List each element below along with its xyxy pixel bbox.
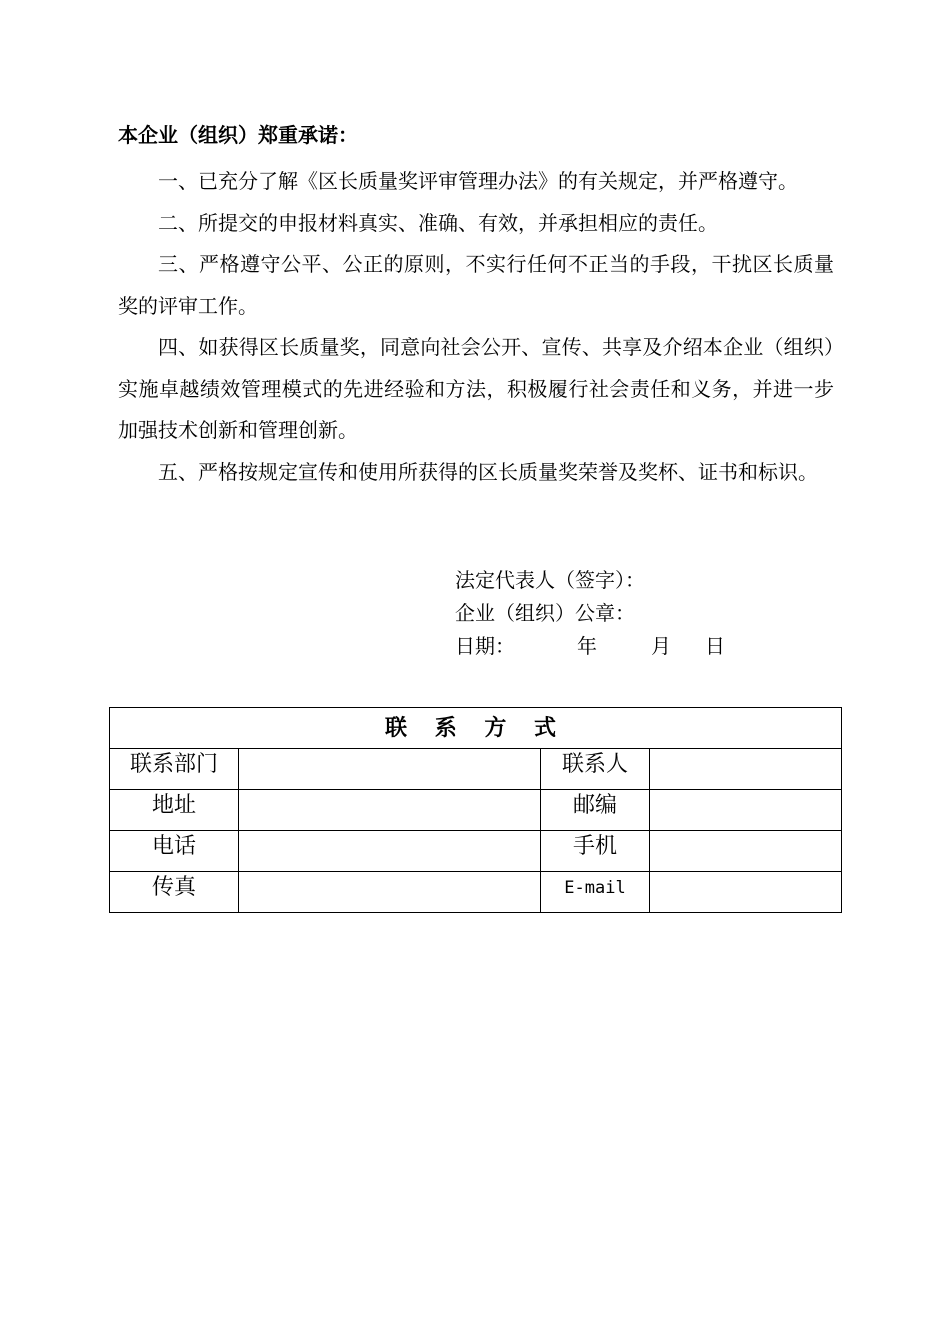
contact-person-label: 联系人 — [541, 749, 650, 790]
commitment-item-1: 一、已充分了解《区长质量奖评审管理办法》的有关规定，并严格遵守。 — [158, 169, 798, 193]
email-field[interactable] — [650, 872, 842, 913]
commitment-item-5: 五、严格按规定宣传和使用所获得的区长质量奖荣誉及奖杯、证书和标识。 — [158, 459, 818, 484]
table-row — [110, 872, 842, 913]
address-field[interactable] — [239, 790, 541, 831]
commitment-body — [118, 161, 834, 493]
fax-label: 传真 — [110, 872, 239, 913]
contact-department-label: 联系部门 — [110, 749, 239, 790]
mobile-label: 手机 — [541, 831, 650, 872]
postcode-label: 邮编 — [541, 790, 650, 831]
fax-field[interactable] — [239, 872, 541, 913]
date-day: 日 — [705, 634, 725, 658]
phone-field[interactable] — [239, 831, 541, 872]
postcode-field[interactable] — [650, 790, 842, 831]
address-label: 地址 — [110, 790, 239, 831]
table-row — [110, 749, 842, 790]
contact-person-field[interactable] — [650, 749, 842, 790]
signature-block — [455, 564, 725, 663]
date-label: 日期： — [455, 634, 515, 658]
email-label: E-mail — [541, 872, 650, 913]
contact-table — [109, 707, 842, 913]
contact-table-title: 联 系 方 式 — [110, 708, 842, 749]
contact-department-field[interactable] — [239, 749, 541, 790]
legal-representative-line: 法定代表人（签字）： — [455, 568, 645, 592]
table-row — [110, 790, 842, 831]
commitment-heading: 本企业（组织）郑重承诺： — [118, 123, 358, 147]
commitment-item-4: 四、如获得区长质量奖，同意向社会公开、宣传、共享及介绍本企业（组织）实施卓越绩效管理模式的先进经验和方法，积极履行社会责任和义务，并进一步加强技术创新和管理创新。 — [118, 335, 834, 442]
mobile-field[interactable] — [650, 831, 842, 872]
phone-label: 电话 — [110, 831, 239, 872]
commitment-item-3: 三、严格遵守公平、公正的原则，不实行任何不正当的手段，干扰区长质量奖的评审工作。 — [118, 252, 834, 318]
company-seal-line: 企业（组织）公章： — [455, 601, 635, 625]
table-row — [110, 831, 842, 872]
date-month: 月 — [651, 634, 671, 658]
commitment-item-2: 二、所提交的申报材料真实、准确、有效，并承担相应的责任。 — [158, 210, 718, 235]
date-year: 年 — [577, 634, 597, 658]
date-line — [455, 630, 725, 663]
